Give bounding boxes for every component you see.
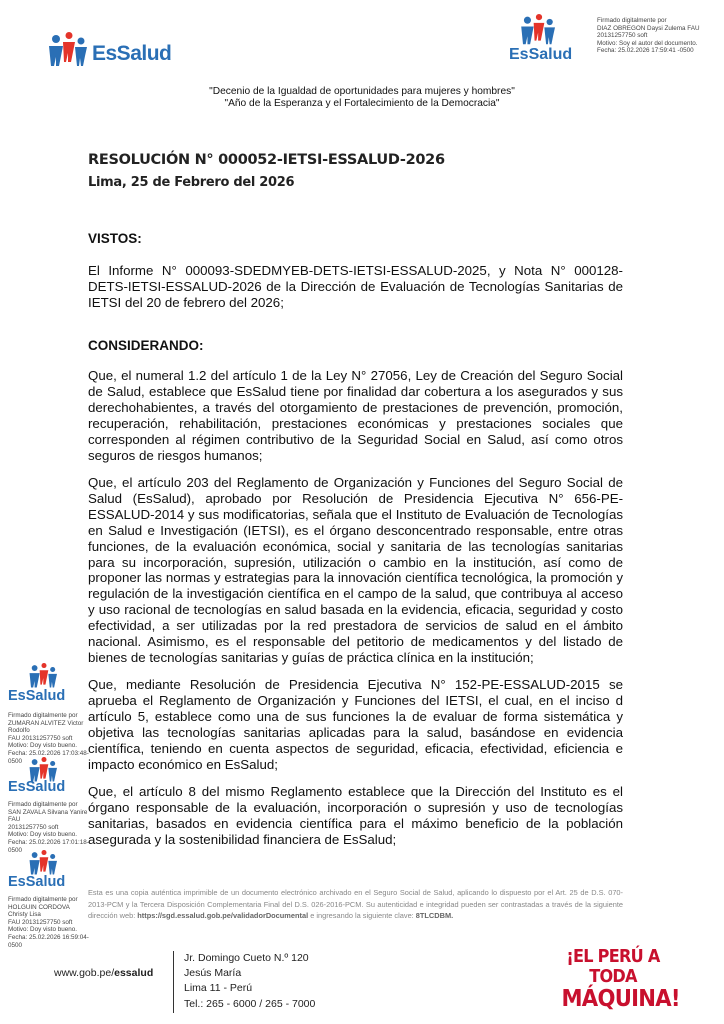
signature-line: Firmado digitalmente por xyxy=(8,896,78,903)
footnote-text: e ingresando la siguiente clave: xyxy=(308,911,416,921)
side-logo-text: EsSalud xyxy=(8,874,66,890)
website-prefix: www.gob.pe/ xyxy=(54,967,115,979)
signature-line: FAU 20131257750 soft xyxy=(8,734,73,742)
decenio-line: "Decenio de la Igualdad de oportunidades para mujeres y hombres" xyxy=(209,86,515,97)
signature-line: Fecha: 25.02.2026 17:59:41 -0500 xyxy=(597,47,694,55)
essalud-family-icon xyxy=(519,14,559,46)
side-signature-logo xyxy=(8,663,86,711)
website-bold: essalud xyxy=(114,967,154,979)
signature-line: Firmado digitalmente por xyxy=(8,801,78,808)
essalud-family-icon xyxy=(48,32,90,68)
side-signature xyxy=(8,801,90,854)
body-paragraph: Que, el artículo 203 del Reglamento de Organización y Funciones del Seguro Social de Salud (EsSalud), aprobado por Resolución de Presidencia Ejecutiva N° 656-PE-ESSALUD-2014 y sus modificatorias, señala que el Instituto de Evaluación de Tecnologías en Salud e Investigación (IETSI), es el órgano desconcentrado responsable, entre otras funciones, de la evaluación económica, social y sanitaria de las tecnologías sanitarias para su incorporación, supresión, utilización o cambio en la institución, así como de proponer las normas y estrategias para la innovación científica tecnológica, la promoción y regulación de la investigación científica en el campo de la salud, que contribuya al acceso y uso racional de tecnologías en salud basada en la evidencia, eficacia, seguridad y costo efectividad, a ser utilizadas por la red prestadora de servicios de salud en el ámbito nacional. Asimismo, es el responsable del petitorio de medicamentos y del listado de bienes de tecnologías sanitarias y guías de práctica clínica en la institución; xyxy=(88,475,623,665)
signature-logo xyxy=(505,14,577,68)
signature-line: FAU 20131257750 soft xyxy=(8,918,73,926)
signature-line: Fecha: 25.02.2026 16:59:04-0500 xyxy=(8,933,89,949)
body-paragraph: Que, el artículo 8 del mismo Reglamento establece que la Dirección del Instituto es el órgano responsable de la evaluación, incorporación o supresión y uso de tecnologías sanitarias, basados en evidencia científica para el máximo beneficio de la población asegurada y la sostenibilidad financiera de EsSalud; xyxy=(88,784,623,847)
resolution-date: Lima, 25 de Febrero del 2026 xyxy=(88,175,295,190)
decenio-header xyxy=(0,86,724,110)
side-logo-text: EsSalud xyxy=(8,688,66,704)
side-signature-logo xyxy=(8,757,86,801)
signature-line: 20131257750 soft xyxy=(597,32,648,40)
signature-line: Fecha: 25.02.2026 17:03:48-0500 xyxy=(8,749,89,765)
body-paragraph: Que, el numeral 1.2 del artículo 1 de la Ley N° 27056, Ley de Creación del Seguro Social de Salud, establece que EsSalud tiene por finalidad dar cobertura a los asegurados y sus derechohabientes, a través del otorgamiento de prestaciones de prevención, promoción, recuperación, rehabilitación, prestaciones económicas y prestaciones sociales que corresponden al régimen contributivo de la Seguridad Social en Salud, así como otros seguros de riesgos humanos; xyxy=(88,368,623,463)
signature-line: Motivo: Soy el autor del documento. xyxy=(597,39,698,47)
address-line: Jr. Domingo Cueto N.º 120 xyxy=(184,952,309,964)
essalud-logo xyxy=(48,30,188,72)
authenticity-footnote xyxy=(88,887,623,922)
signature-line: 20131257750 soft xyxy=(8,823,59,831)
signature-line: Motivo: Doy visto bueno. xyxy=(8,926,77,934)
signature-logo-text: EsSalud xyxy=(509,46,573,63)
signature-line: Motivo: Doy visto bueno. xyxy=(8,831,77,839)
validation-link[interactable]: https://sgd.essalud.gob.pe/validadorDocumental xyxy=(137,911,309,921)
vistos-heading: VISTOS: xyxy=(88,231,142,246)
signature-line: Firmado digitalmente por xyxy=(597,17,667,24)
logo-text: EsSalud xyxy=(92,42,172,65)
footnote-text: Esta es una copia auténtica imprimible de un documento electrónico archivado en el Seguro Social de Salud, aplicando lo dispuesto por el Art. 25 de D.S. 070-2013-PCM y la Tercera Disposición Complementaria Final del D.S. 026-2016-PCM. Su autenticidad e integridad pueden ser contrastadas a través de la siguiente dirección web: xyxy=(88,888,623,921)
side-logo-text: EsSalud xyxy=(8,779,66,795)
body-paragraph: Que, mediante Resolución de Presidencia Ejecutiva N° 152-PE-ESSALUD-2015 se aprueba el Reglamento de Organización y Funciones del IETSI, el cual, en el inciso d artículo 5, establece como una de sus funciones la de evaluar de forma sistemática y objetiva las tecnologías sanitarias aplicadas para la salud, basándose en evidencia científica, teniendo en cuenta aspectos de seguridad, eficacia, efectividad, eficiencia e impacto económico en EsSalud; xyxy=(88,677,623,772)
vistos-paragraph: El Informe N° 000093-SDEDMYEB-DETS-IETSI-ESSALUD-2025, y Nota N° 000128-DETS-IETSI-ESSALUD-2026 de la Dirección de Evaluación de Tecnologías Sanitarias de IETSI del 20 de febrero del 2026; xyxy=(88,263,623,310)
footer-address xyxy=(184,951,315,1012)
footer-divider xyxy=(173,951,174,1013)
signature-line: Firmado digitalmente por xyxy=(8,712,78,719)
address-line: Tel.: 265 - 6000 / 265 - 7000 xyxy=(184,997,316,1010)
decenio-line: "Año de la Esperanza y el Fortalecimiento de la Democracia" xyxy=(224,98,500,109)
signature-line: Motivo: Doy visto bueno. xyxy=(8,742,77,750)
slogan-line: ¡EL PERÚ A TODA xyxy=(566,947,660,987)
signature-line: DIAZ OBREGON Daysi Zulema FAU xyxy=(597,24,700,32)
considerando-heading: CONSIDERANDO: xyxy=(88,338,204,353)
address-line: Jesús María xyxy=(184,967,242,980)
side-signature-logo xyxy=(8,850,86,896)
signature-line: HOLGUIN CORDOVA Christy Lisa xyxy=(8,903,70,919)
signature-line: Fecha: 25.02.2026 17:01:18-0500 xyxy=(8,838,89,854)
digital-signature-top xyxy=(597,17,722,55)
essalud-family-icon xyxy=(20,663,68,689)
signature-line: SAN ZAVALA Silvana Yanire FAU xyxy=(8,808,88,824)
resolution-title: RESOLUCIÓN N° 000052-IETSI-ESSALUD-2026 xyxy=(88,152,445,168)
essalud-family-icon xyxy=(20,850,68,876)
peru-slogan xyxy=(561,947,680,1012)
address-line: Lima 11 - Perú xyxy=(184,982,253,995)
validation-key: 8TLCDBM. xyxy=(415,911,454,921)
signature-line: ZUMARAN ALVITEZ Victor Rodolfo xyxy=(8,719,84,735)
side-signature xyxy=(8,896,90,949)
slogan-line: MÁQUINA! xyxy=(561,986,680,1012)
website-link[interactable] xyxy=(54,967,153,979)
